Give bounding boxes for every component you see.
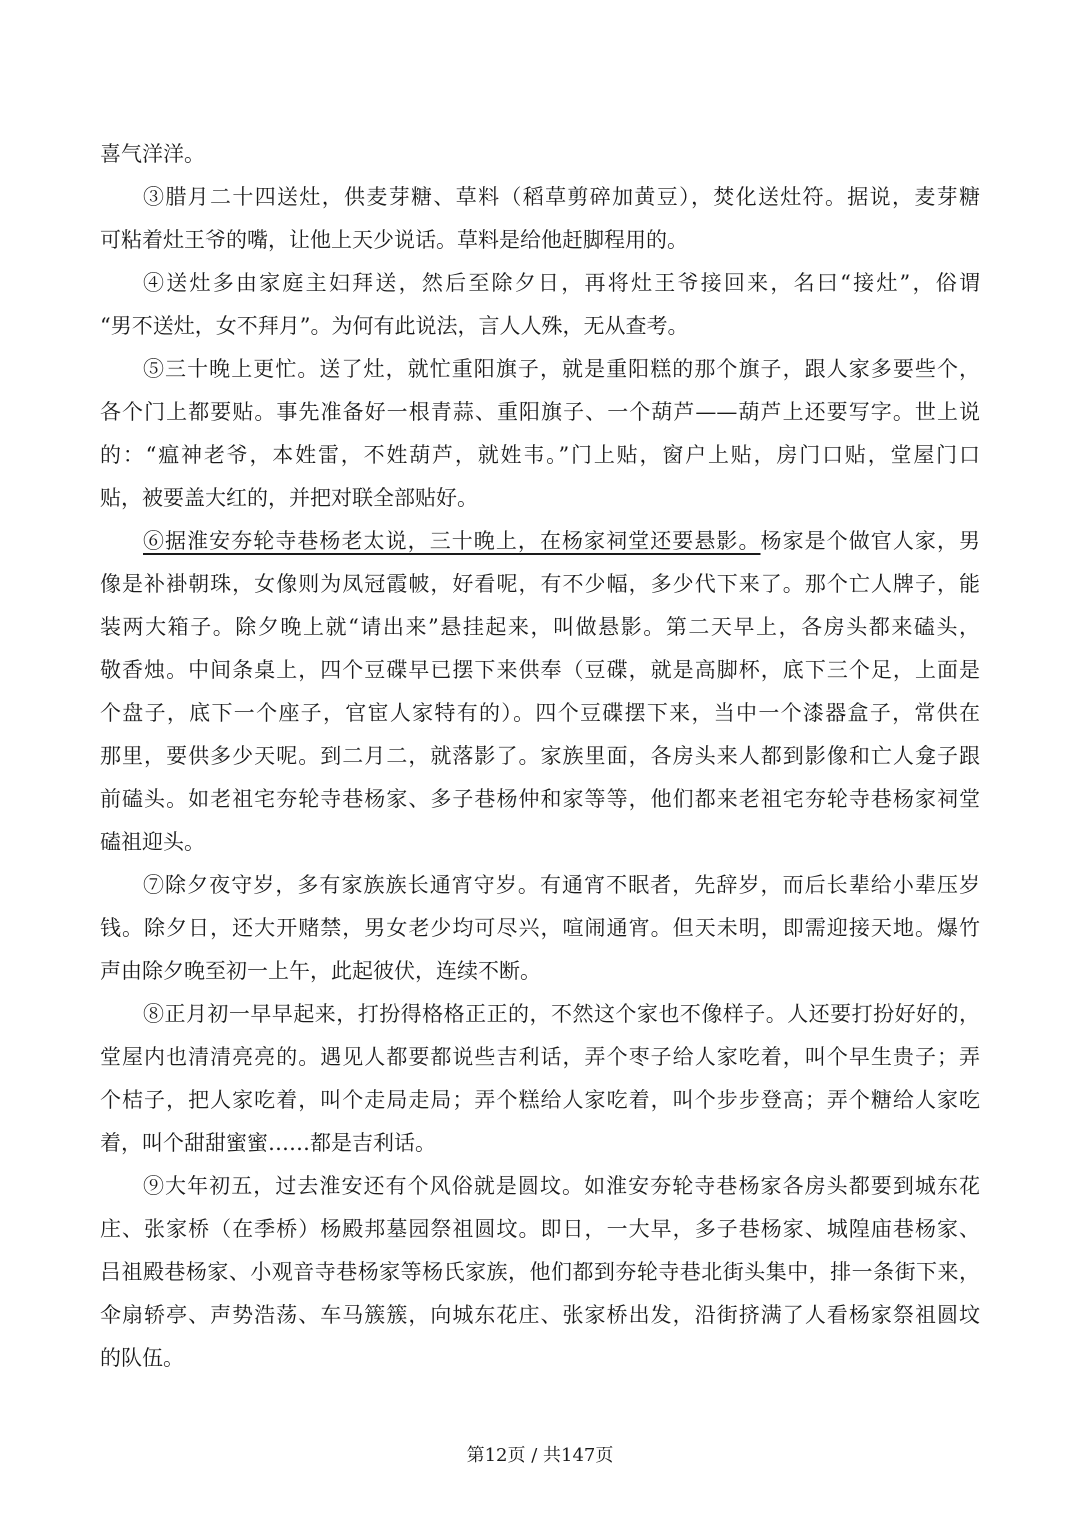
text-line: ⑦除夕夜守岁，多有家族族长通宵守岁。有通宵不眠者，先辞岁，而后长辈给小辈压岁 <box>143 873 980 897</box>
text-line: 装两大箱子。除夕晚上就“请出来”悬挂起来，叫做悬影。第二天早上，各房头都来磕头， <box>100 615 980 639</box>
text-line: 伞扇轿亭、声势浩荡、车马簇簇，向城东花庄、张家桥出发，沿街挤满了人看杨家祭祖圆坟 <box>100 1303 980 1327</box>
text-line: ⑧正月初一早早起来，打扮得格格正正的，不然这个家也不像样子。人还要打扮好好的， <box>143 1002 980 1026</box>
text-line: ⑤三十晚上更忙。送了灶，就忙重阳旗子，就是重阳糕的那个旗子，跟人家多要些个， <box>143 357 980 381</box>
text-line: 堂屋内也清清亮亮的。遇见人都要都说些吉利话，弄个枣子给人家吃着，叫个早生贵子；弄 <box>100 1045 980 1069</box>
text-line: 吕祖殿巷杨家、小观音寺巷杨家等杨氏家族，他们都到夯轮寺巷北街头集中，排一条街下来， <box>100 1260 980 1284</box>
text-line: 磕祖迎头。 <box>100 830 205 854</box>
text-line: 庄、张家桥（在季桥）杨殿邦墓园祭祖圆坟。即日，一大早，多子巷杨家、城隍庙巷杨家、 <box>100 1217 980 1241</box>
text-line: 声由除夕晚至初一上午，此起彼伏，连续不断。 <box>100 959 541 983</box>
text-line: 各个门上都要贴。事先准备好一根青蒜、重阳旗子、一个葫芦——葫芦上还要写字。世上说 <box>100 400 980 424</box>
text-line: 那里，要供多少天呢。到二月二，就落影了。家族里面，各房头来人都到影像和亡人龛子跟 <box>100 744 980 768</box>
text-line: 敬香烛。中间条桌上，四个豆碟早已摆下来供奉（豆碟，就是高脚杯，底下三个足，上面是 <box>100 658 980 682</box>
text-span: 杨家是个做官人家，男 <box>760 529 980 553</box>
text-line: 个桔子，把人家吃着，叫个走局走局；弄个糕给人家吃着，叫个步步登高；弄个糖给人家吃 <box>100 1088 980 1112</box>
text-line: 可粘着灶王爷的嘴，让他上天少说话。草料是给他赶脚程用的。 <box>100 228 688 252</box>
text-line: ③腊月二十四送灶，供麦芽糖、草料（稻草剪碎加黄豆），焚化送灶符。据说，麦芽糖 <box>143 185 980 209</box>
underlined-sentence: ⑥据淮安夯轮寺巷杨老太说，三十晚上，在杨家祠堂还要悬影。 <box>143 529 761 553</box>
text-line: ④送灶多由家庭主妇拜送，然后至除夕日，再将灶王爷接回来，名曰“接灶”，俗谓 <box>143 271 980 295</box>
text-line: 钱。除夕日，还大开赌禁，男女老少均可尽兴，喧闹通宵。但天未明，即需迎接天地。爆竹 <box>100 916 980 940</box>
page-footer: 第12页 / 共147页 <box>466 1445 614 1466</box>
text-line: 前磕头。如老祖宅夯轮寺巷杨家、多子巷杨仲和家等等，他们都来老祖宅夯轮寺巷杨家祠堂 <box>100 787 980 811</box>
text-line: 像是补褂朝珠，女像则为凤冠霞帔，好看呢，有不少幅，多少代下来了。那个亡人牌子，能 <box>100 572 980 596</box>
text-line: 贴，被要盖大红的，并把对联全部贴好。 <box>100 486 478 510</box>
text-line: 个盘子，底下一个座子，官宦人家特有的）。四个豆碟摆下来，当中一个漆器盒子，常供在 <box>100 701 980 725</box>
text-line <box>143 524 980 558</box>
text-line: 的：“瘟神老爷，本姓雷，不姓葫芦，就姓韦。”门上贴，窗户上贴，房门口贴，堂屋门口 <box>100 443 980 467</box>
text-line: ⑨大年初五，过去淮安还有个风俗就是圆坟。如淮安夯轮寺巷杨家各房头都要到城东花 <box>143 1174 980 1198</box>
text-line: 的队伍。 <box>100 1346 184 1370</box>
text-line: 着，叫个甜甜蜜蜜……都是吉利话。 <box>100 1131 436 1155</box>
text-line: 喜气洋洋。 <box>100 142 205 166</box>
text-line: “男不送灶，女不拜月”。为何有此说法，言人人殊，无从查考。 <box>100 314 689 338</box>
